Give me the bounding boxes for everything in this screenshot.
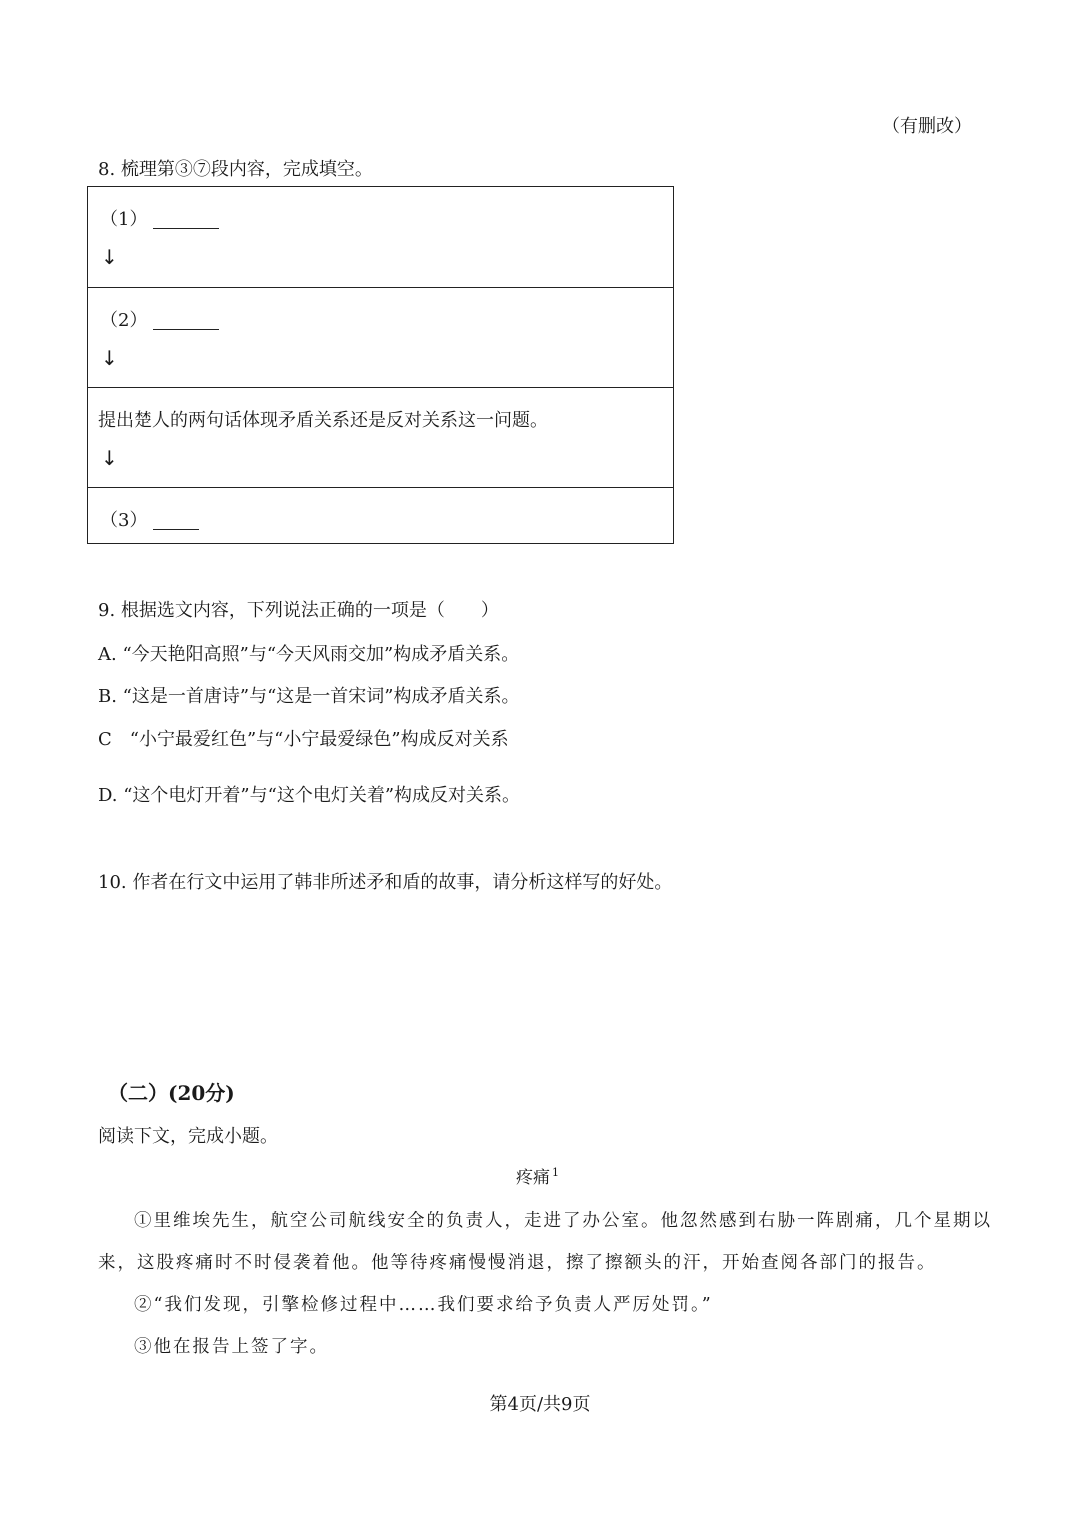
- flow-row-2-label: （2）: [100, 310, 148, 331]
- answer-blank-2[interactable]: [153, 311, 219, 330]
- option-d[interactable]: D. “这个电灯开着”与“这个电灯关着”构成反对关系。: [98, 785, 521, 806]
- flow-row-1-label: （1）: [100, 209, 148, 230]
- flow-row-3-text: 提出楚人的两句话体现矛盾关系还是反对关系这一问题。: [98, 410, 548, 431]
- paragraph-3: ③他在报告上签了字。: [134, 1337, 329, 1357]
- footnote-marker: 1: [552, 1166, 559, 1179]
- flow-row-2: [88, 287, 673, 387]
- question-10-prompt: 10. 作者在行文中运用了韩非所述矛和盾的故事，请分析这样写的好处。: [98, 872, 673, 893]
- flow-row-3: [88, 387, 673, 487]
- down-arrow-icon: ↓: [101, 346, 118, 370]
- source-note: （有删改）: [882, 116, 972, 137]
- paragraph-1-line-1: ①里维埃先生，航空公司航线安全的负责人，走进了办公室。他忽然感到右胁一阵剧痛，几个星期以: [134, 1211, 992, 1231]
- option-c[interactable]: C “小宁最爱红色”与“小宁最爱绿色”构成反对关系: [98, 729, 509, 750]
- paragraph-1-line-2: 来，这股疼痛时不时侵袭着他。他等待疼痛慢慢消退，擦了擦额头的汗，开始查阅各部门的报告。: [98, 1253, 937, 1273]
- page-footer: 第4页/共9页: [489, 1394, 591, 1415]
- flow-row-1: [88, 187, 673, 287]
- question-8-prompt: 8. 梳理第③⑦段内容，完成填空。: [98, 159, 373, 180]
- answer-blank-3[interactable]: [153, 511, 199, 530]
- option-a[interactable]: A. “今天艳阳高照”与“今天风雨交加”构成矛盾关系。: [98, 644, 520, 665]
- down-arrow-icon: ↓: [101, 446, 118, 470]
- story-title-text: 疼痛: [516, 1168, 550, 1188]
- paragraph-2: ②“我们发现，引擎检修过程中……我们要求给予负责人严厉处罚。”: [134, 1295, 713, 1315]
- answer-blank-1[interactable]: [153, 210, 219, 229]
- flow-row-4: [88, 487, 673, 543]
- option-b[interactable]: B. “这是一首唐诗”与“这是一首宋词”构成矛盾关系。: [98, 686, 520, 707]
- fill-in-flowchart: [87, 186, 674, 544]
- section-instruction: 阅读下文，完成小题。: [98, 1126, 278, 1147]
- section-heading: （二）(20分): [108, 1081, 235, 1105]
- flow-row-4-label: （3）: [100, 510, 148, 531]
- question-9-prompt: 9. 根据选文内容，下列说法正确的一项是（ ）: [98, 600, 499, 621]
- down-arrow-icon: ↓: [101, 245, 118, 269]
- story-title: [516, 1163, 559, 1188]
